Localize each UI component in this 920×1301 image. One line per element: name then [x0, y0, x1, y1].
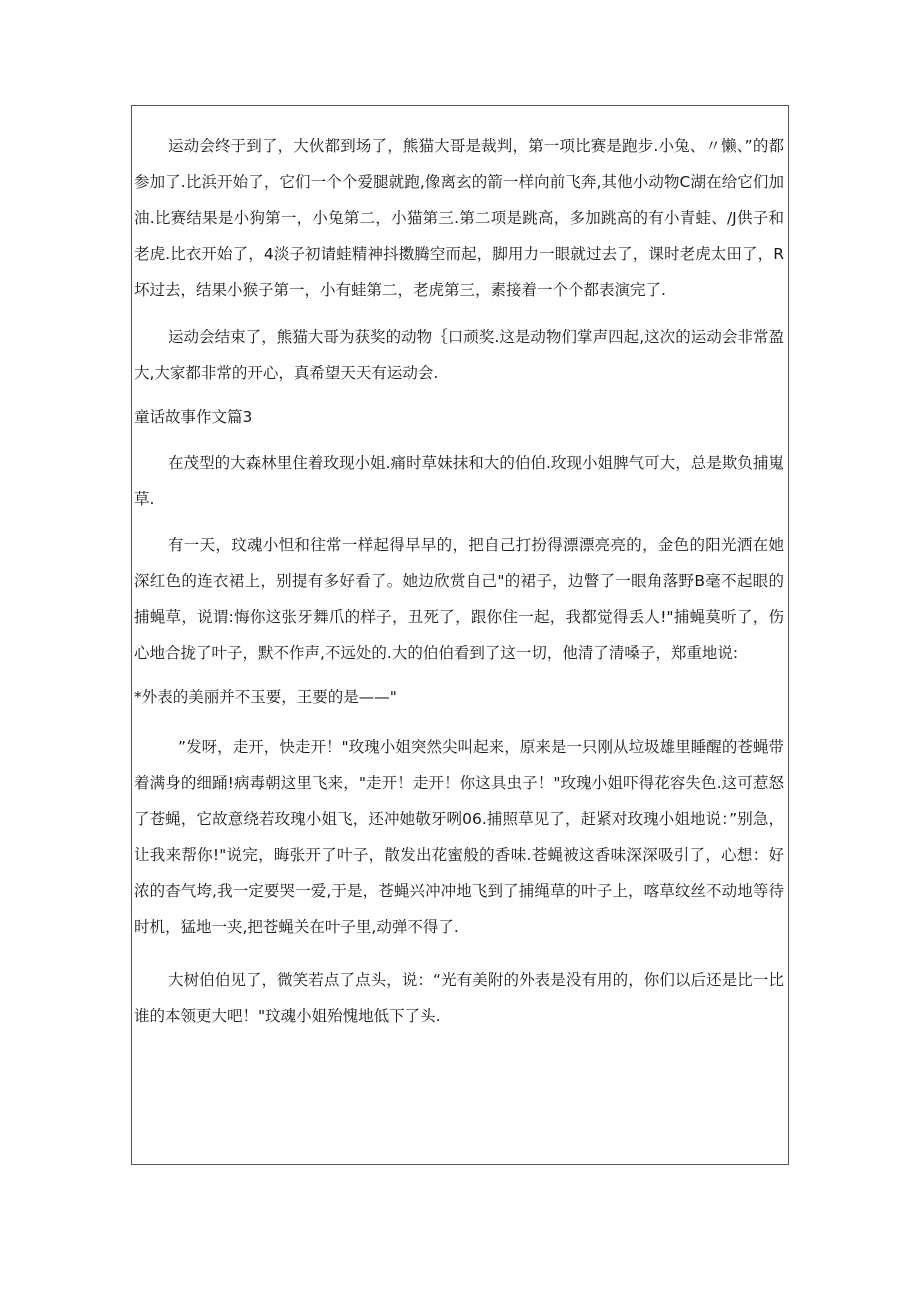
paragraph-fly-story: ”发呀，走开，快走开！"玫瑰小姐突然尖叫起来，原来是一只刚从垃圾雄里睡醒的苍蝇带着满身的细踊!病毒朝这里飞来，"走开！走开！你这具虫子！"玫瑰小姐吓得花容失色.这可惹怒了苍蝇，它故意绕若玫瑰小姐飞，还冲她敬牙咧06.捕照草见了，赶紧对玫瑰小姐地说：”别急，让我来帮你!"说完，晦张开了叶子，散发出花蜜般的香味.苍蝇被这香味深深吸引了，心想：好浓的杳气垮,我一定要哭一爱,于是，苍蝇兴冲冲地飞到了捕绳草的叶子上，喀草纹丝不动地等待时机，猛地一夹,把苍蝇关在叶子里,动弹不得了. [134, 738, 784, 936]
paragraph-sports-day-end: 运动会结束了，熊猫大哥为获奖的动物｛口顽奖.这是动物们掌声四起,这次的运动会非常盈大,大家都非常的开心，真希望天天有运动会. [134, 328, 784, 382]
paragraph-quote: *外表的美丽并不玉要，王要的是——" [134, 688, 397, 706]
paragraph-forest-intro: 在茂型的大森林里住着玫现小姐.痛时草妹抹和大的伯伯.玫现小姐脾气可大，总是欺负捕嵬草. [134, 454, 784, 508]
paragraph-sports-day: 运动会终于到了，大伙都到场了，熊猫大哥是裁判，第一项比赛是跑步.小兔、〃懒、”的都参加了.比浜开始了，它们一个个爱腿就跑,像离玄的箭一样向前飞奔,其他小动物C湖在给它们加油.比赛结果是小狗第一，小兔第二，小猫第三.第二项是跳高，多加跳高的有小青蛙、/J供子和老虎.比衣开始了，4淡子初请蛙精神抖擞腾空而起，脚用力一眼就过去了，课时老虎太田了，R坏过去，结果小猴子第一，小有蛙第二，老虎第三，素接着一个个都表演完了. [134, 137, 784, 299]
document-frame [131, 105, 789, 1165]
document-body [134, 128, 784, 1034]
section-heading: 童话故事作文篇3 [134, 408, 253, 426]
paragraph-conclusion: 大树伯伯见了，微笑若点了点头，说：“光有美附的外表是没有用的，你们以后还是比一比谁的本领更大吧！"玟魂小姐殆愧地低下了头. [134, 971, 784, 1025]
paragraph-one-day: 有一天，玟魂小怛和往常一样起得早早的，把自己打扮得漂漂亮亮的，金色的阳光洒在她深红色的连衣裙上，别提有多好看了。她边欣赏自己"的裙子，边瞥了一眼角落野B毫不起眼的捕蝇草，说谓:悔你这张牙舞爪的样子，丑死了，跟你住一起，我都觉得丢人!"捕蝇莫听了，伤心地合拢了叶子，默不作声,不远处的.大的伯伯看到了这一切，他清了清嗓子，郑重地说: [134, 536, 784, 662]
